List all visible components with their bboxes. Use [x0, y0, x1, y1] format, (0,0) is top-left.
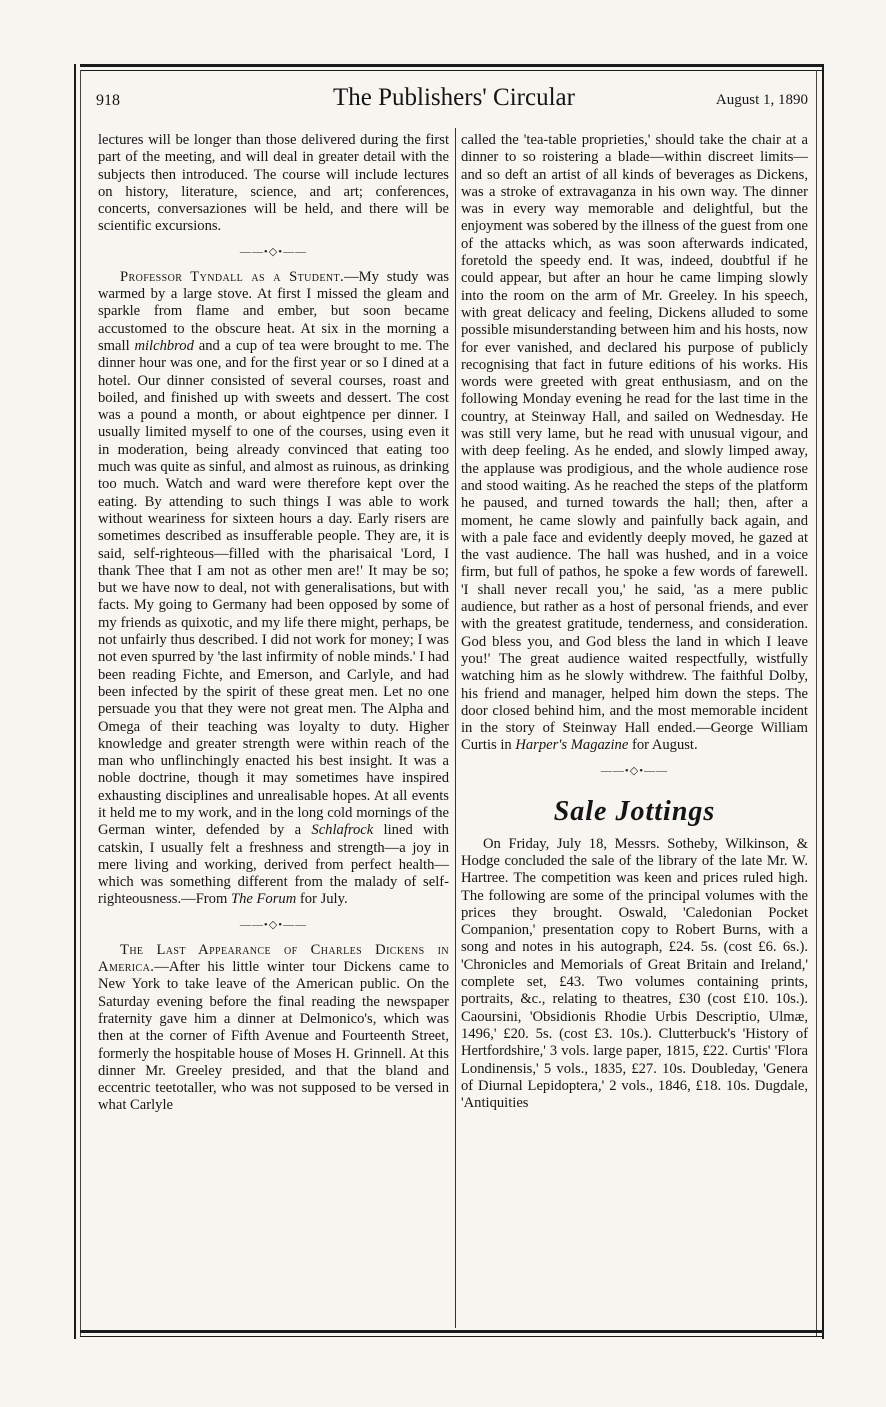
- dickens-end: for August.: [628, 737, 698, 754]
- tyndall-body-part-4: for July.: [296, 891, 348, 908]
- right-margin-rule: [822, 64, 824, 1339]
- bottom-border-rule-thin: [80, 1336, 824, 1337]
- tyndall-schlafrock: Schlafrock: [311, 822, 374, 839]
- left-margin-rule-thin: [80, 70, 81, 1337]
- tyndall-body-part-2: and a cup of tea were brought to me. The dinner hour was one, and for the first year or so I dined at a hotel. Our dinner consisted of several courses, roast and boiled, and finished up with sweets and dessert. The cost was a pound a month, or about eightpence per dinner. I usually limited myself to one of the courses, using even it in moderation, being already convinced that eating too much was quite as sinful, and almost as ruinous, as drinking too much. Watch and ward were therefore kept over the eating. By attending to such things I was able to work without weariness for sixteen hours a day. Early risers are sometimes described as insufferable people. They are, it is said, self-righteous—filled with the pharisaical 'Lord, I thank Thee that I am not as other men are!' It may be so; but we have now to deal, not with generalisations, but with facts. My going to Germany had been opposed by some of my friends as quixotic, and my life there might, perhaps, be not unfairly thus described. I did not work for money; I was not even spurred by 'the last infirmity of noble minds.' I had been reading Fichte, and Emerson, and Carlyle, and had been infected by the spirit of these great men. Let no one persuade you that they were not great men. The Alpha and Omega of their teaching was loyalty to duty. Higher knowledge and greater strength were within reach of the man who unflinchingly enacted his best insight. It was a noble doctrine, though it may sometimes have inspired exhausting disciplines and unrealisable hopes. At all events it held me to my work, and in the long cold mornings of the German winter, defended by a: [98, 337, 450, 839]
- top-border-rule: [80, 64, 824, 67]
- separator-ornament: ——•◇•——: [600, 764, 669, 777]
- dickens-continued-body: called the 'tea-table proprieties,' should take the chair at a dinner to so roistering a blade—within discreet limits—and so deft an artist of all kinds of beverages as Dickens, was a stroke of extravaganza in his own way. The dinner was in every way memorable and delightful, but the enjoyment was sobered by the illness of the guest from one of the attacks which, as was soon afterwards indicated, foretold the speedy end. It was, indeed, doubtful if he could appear, but after an hour he came limping slowly into the room on the arm of Mr. Greeley. In his speech, with great delicacy and feeling, Dickens alluded to some possible misunderstanding between him and his hosts, now for ever vanished, and declared his purpose of publicly recognising that fact in future editions of his works. His words were greeted with great enthusiasm, and on the following Monday evening he read for the last time in the country, at Steinway Hall, and sailed on Wednesday. He was still very lame, but he read with unusual vigour, and with deep feeling. As he ended, and slowly limped away, the applause was prodigious, and the whole audience rose and stood waiting. As he reached the steps of the platform he paused, and turned towards the hall; then, after a moment, he came slowly and painfully back again, and with a pale face and evidently deeply moved, he gazed at the vast audience. The hall was hushed, and in a voice firm, but full of pathos, he spoke a few words of farewell. 'I shall never recall you,' he said, 'as a mere public audience, but rather as a host of personal friends, and ever with the greatest gratitude, tenderness, and consideration. God bless you, and God bless the land in which I leave you!' The great audience waited respectfully, wistfully watching him as he slowly withdrew. The faithful Dolby, his friend and manager, helped him down the steps. The door closed behind him, and the most memorable incident in the story of Steinway Hall ended.—George William Curtis in: [461, 132, 808, 754]
- dickens-article: [98, 942, 449, 1115]
- sale-jottings-body: On Friday, July 18, Messrs. Sotheby, Wilkinson, & Hodge concluded the sale of the library of the late Mr. W. Hartree. The competition was keen and prices ruled high. The following are some of the principal volumes with the prices they brought. Oswald, 'Caledonian Pocket Companion,' presentation copy to Robert Burns, with a song and notes in his autograph, £24. 5s. (cost £6. 6s.). 'Chronicles and Memorials of Great Britain and Ireland,' complete set, £43. Two volumes containing prints, portraits, &c., relating to theatres, £30 (cost £10. 10s.). Caoursini, 'Obsidionis Rhodie Urbis Descriptio, Ulmæ, 1496,' £20. 5s. (cost £3. 10s.). Clutterbuck's 'History of Hertfordshire,' 3 vols. large paper, 1815, £22. Curtis' 'Flora Londinensis,' 5 vols., 1835, £27. 10s. Doubleday, 'Genera of Diurnal Lepidoptera,' 2 vols., 1846, £18. 10s. Dugdale, 'Antiquities: [461, 835, 808, 1112]
- dickens-source: Harper's Magazine: [515, 737, 629, 754]
- page-date: August 1, 1890: [715, 92, 808, 108]
- page-title: The Publishers' Circular: [333, 84, 575, 111]
- left-column: [98, 132, 449, 1115]
- intro-paragraph: lectures will be longer than those delivered during the first part of the meeting, and will deal in greater detail with the subjects then introduced. The course will include lectures on history, literature, science, and art; conferences, concerts, conversaziones will be held, and there will be scientific excursions.: [98, 132, 449, 235]
- separator-ornament: ——•◇•——: [239, 918, 308, 931]
- tyndall-body-part-3: lined with catskin, I usually felt a freshness and strength—a joy in mere living and working, derived from perfect health—which was something different from the malady of self-righteousness.—From: [98, 822, 449, 908]
- separator-ornament: ——•◇•——: [239, 245, 308, 258]
- column-divider: [455, 128, 456, 1328]
- left-margin-rule: [74, 64, 76, 1339]
- tyndall-body-part-1: —My study was warmed by a large stove. At first I missed the gleam and sparkle from flame and ember, but soon became accustomed to the obscure heat. At six in the morning a small: [98, 268, 449, 354]
- page-header: [96, 84, 812, 118]
- top-border-rule-thin: [80, 70, 824, 71]
- dickens-body: —After his little winter tour Dickens came to New York to take leave of the American public. On the Saturday evening before the final reading the newspaper fraternity gave him a dinner at Delmonico's, which was then at the corner of Fifth Avenue and Fourteenth Street, formerly the hospitable house of Moses H. Grinnell. At this dinner Mr. Greeley presided, and that the bland and eccentric teetotaller, who was not supposed to be versed in what Carlyle: [98, 959, 449, 1114]
- page-number: 918: [96, 92, 120, 109]
- tyndall-article: [98, 269, 449, 909]
- dickens-continued: [461, 132, 808, 755]
- right-margin-rule-thin: [816, 70, 817, 1337]
- right-column: [461, 132, 808, 1112]
- bottom-border-rule: [80, 1330, 824, 1333]
- sale-jottings-heading: Sale Jottings: [553, 795, 716, 827]
- tyndall-heading: Professor Tyndall as a Student.: [120, 268, 345, 285]
- dickens-heading: The Last Appearance of Charles Dickens in America.: [98, 941, 449, 976]
- tyndall-milchbrod: milchbrod: [134, 337, 194, 354]
- tyndall-source: The Forum: [230, 891, 297, 908]
